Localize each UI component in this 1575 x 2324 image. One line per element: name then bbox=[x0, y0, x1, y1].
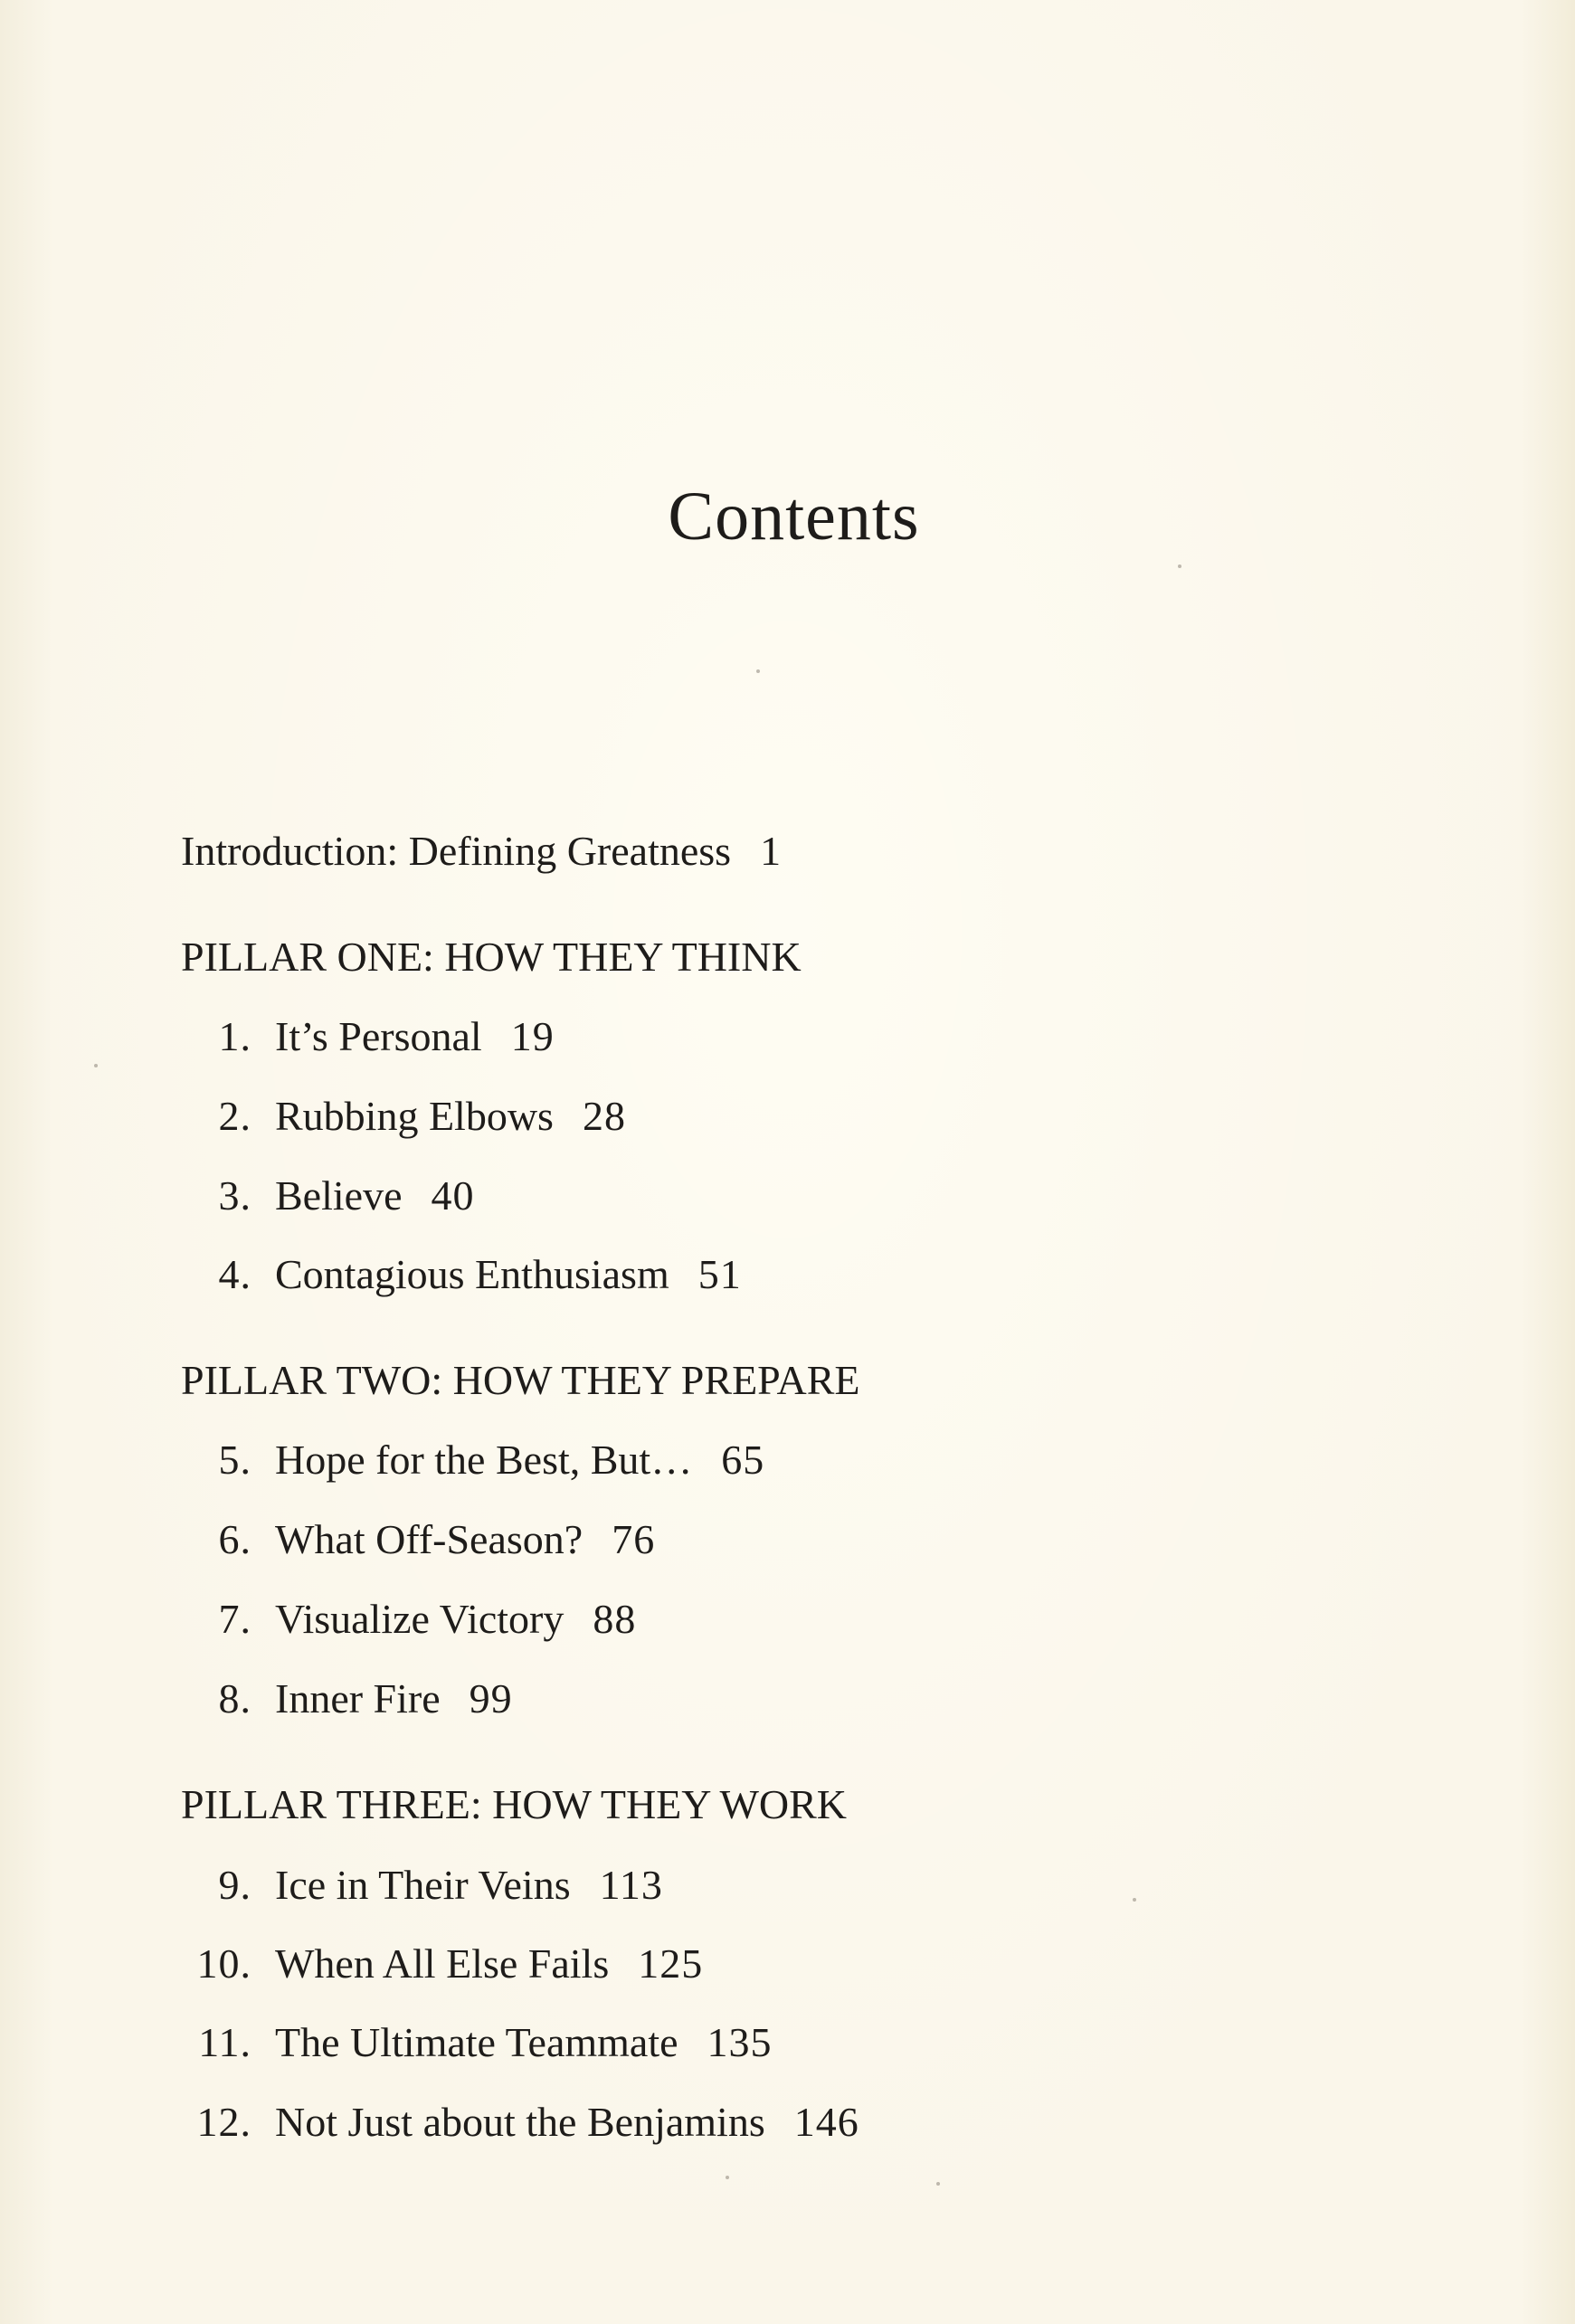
paper-speck bbox=[756, 669, 760, 673]
chapter-number: 8. bbox=[218, 1675, 251, 1722]
chapter-number: 2. bbox=[218, 1093, 251, 1139]
chapter-number: 4. bbox=[218, 1251, 251, 1297]
paper-speck bbox=[94, 1064, 98, 1067]
toc-entry-introduction bbox=[181, 830, 782, 872]
chapter-page: 51 bbox=[697, 1251, 742, 1297]
toc-entry-chapter-1 bbox=[181, 1013, 555, 1059]
chapter-number: 3. bbox=[218, 1172, 251, 1219]
pillar-heading-one: PILLAR ONE: HOW THEY THINK bbox=[181, 934, 802, 980]
chapter-title: It’s Personal bbox=[275, 1013, 482, 1059]
chapter-title: Ice in Their Veins bbox=[275, 1862, 571, 1908]
chapter-page: 135 bbox=[707, 2019, 773, 2065]
toc-entry-chapter-2 bbox=[181, 1093, 626, 1139]
chapter-page: 146 bbox=[793, 2099, 859, 2145]
chapter-title: Contagious Enthusiasm bbox=[275, 1251, 669, 1297]
chapter-title: Rubbing Elbows bbox=[275, 1093, 554, 1139]
pillar-heading-three: PILLAR THREE: HOW THEY WORK bbox=[181, 1781, 847, 1827]
toc-entry-title: Introduction: Defining Greatness bbox=[181, 828, 732, 874]
toc-entry-chapter-12 bbox=[181, 2101, 859, 2143]
toc-entry-chapter-5 bbox=[181, 1439, 764, 1481]
chapter-number: 1. bbox=[218, 1013, 251, 1059]
chapter-number: 12. bbox=[196, 2099, 251, 2145]
page-title: Contents bbox=[668, 479, 920, 555]
chapter-number: 7. bbox=[218, 1596, 251, 1642]
chapter-page: 113 bbox=[599, 1862, 663, 1908]
chapter-page: 40 bbox=[431, 1172, 475, 1219]
toc-entry-chapter-3 bbox=[181, 1172, 475, 1219]
chapter-page: 125 bbox=[638, 1940, 704, 1987]
paper-speck bbox=[1133, 1898, 1136, 1902]
toc-entry-chapter-9 bbox=[181, 1864, 663, 1906]
table-of-contents bbox=[181, 0, 1357, 2324]
chapter-page: 65 bbox=[721, 1437, 765, 1483]
chapter-title: Not Just about the Benjamins bbox=[275, 2099, 765, 2145]
toc-entry-chapter-6 bbox=[181, 1516, 656, 1562]
chapter-title: The Ultimate Teammate bbox=[275, 2019, 678, 2065]
chapter-title: What Off-Season? bbox=[275, 1516, 584, 1562]
chapter-number: 6. bbox=[218, 1516, 251, 1562]
chapter-page: 76 bbox=[612, 1516, 656, 1562]
chapter-number: 11. bbox=[198, 2019, 251, 2065]
paper-speck bbox=[1178, 564, 1181, 568]
chapter-page: 28 bbox=[582, 1093, 626, 1139]
toc-entry-chapter-7 bbox=[181, 1598, 636, 1640]
chapter-number: 5. bbox=[218, 1437, 251, 1483]
toc-entry-chapter-4 bbox=[181, 1251, 742, 1297]
chapter-title: Visualize Victory bbox=[275, 1596, 565, 1642]
chapter-title: Inner Fire bbox=[275, 1675, 441, 1722]
pillar-heading-two: PILLAR TWO: HOW THEY PREPARE bbox=[181, 1357, 860, 1403]
toc-entry-chapter-8 bbox=[181, 1675, 513, 1722]
chapter-title: Hope for the Best, But… bbox=[275, 1437, 693, 1483]
toc-entry-chapter-11 bbox=[181, 2019, 773, 2065]
chapter-title: When All Else Fails bbox=[275, 1940, 610, 1987]
paper-speck bbox=[726, 2176, 729, 2179]
toc-entry-chapter-10 bbox=[181, 1940, 704, 1987]
chapter-page: 99 bbox=[469, 1675, 513, 1722]
chapter-page: 19 bbox=[510, 1013, 555, 1059]
paper-speck bbox=[936, 2182, 940, 2186]
chapter-number: 10. bbox=[196, 1940, 251, 1987]
toc-entry-page: 1 bbox=[760, 828, 783, 874]
chapter-page: 88 bbox=[593, 1596, 637, 1642]
chapter-number: 9. bbox=[218, 1862, 251, 1908]
chapter-title: Believe bbox=[275, 1172, 403, 1219]
